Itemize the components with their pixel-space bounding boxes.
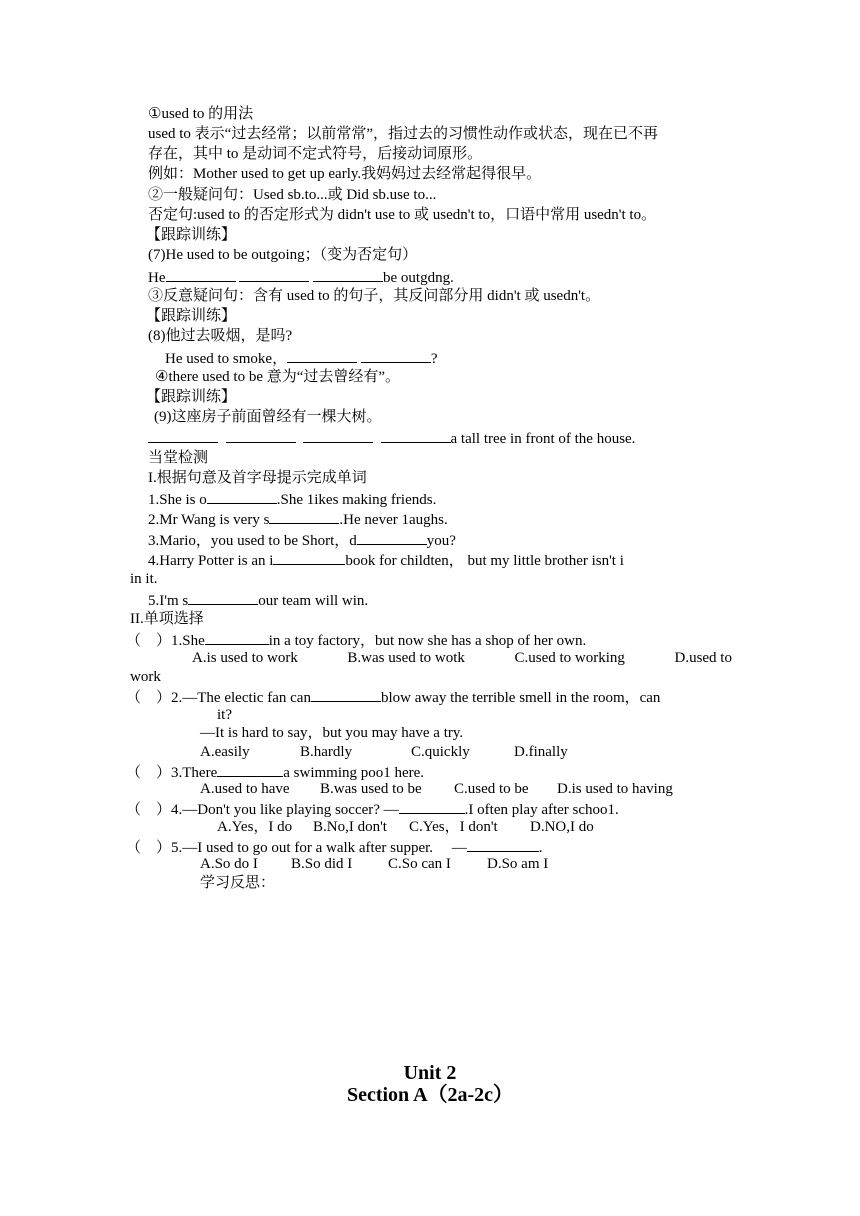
fill-item-5-start: 5.I'm s [148, 593, 189, 609]
question-9: (9)这座房子前面曾经有一棵大树。 [154, 409, 382, 425]
blank[interactable] [239, 267, 309, 282]
q9-end: a tall tree in front of the house. [450, 431, 636, 447]
answer-paren[interactable]: （ ） [126, 765, 172, 781]
mc-4-options [217, 818, 594, 837]
question-7: (7)He used to be outgoing；（变为否定句） [148, 247, 418, 263]
unit-title: Unit 2 [403, 1062, 457, 1084]
blank[interactable] [273, 550, 345, 565]
practice-label: 【跟踪训练】 [146, 308, 237, 324]
fill-item-1 [148, 489, 436, 510]
option-c[interactable]: C.used to working [514, 650, 625, 666]
mc-5-stem-end: . [538, 840, 543, 856]
fill-item-5 [148, 590, 368, 611]
part-1-instruction: I.根据句意及首字母提示完成单词 [148, 470, 367, 486]
option-c[interactable]: C.used to be [454, 781, 529, 797]
section-title-in-class-check: 当堂检测 [148, 450, 209, 466]
fill-item-2 [148, 509, 448, 530]
option-d[interactable]: D.used to [674, 650, 732, 666]
blank[interactable] [188, 590, 258, 605]
blank[interactable] [226, 428, 296, 443]
blank[interactable] [399, 799, 465, 814]
option-a[interactable]: A.Yes，I do [217, 819, 293, 835]
mc-1-stem-end: in a toy factory，but now she has a shop of her own. [268, 633, 587, 649]
question-8: (8)他过去吸烟，是吗? [148, 328, 293, 344]
blank[interactable] [166, 267, 236, 282]
fill-item-4-end: book for childten， but my little brother isn't i [345, 553, 624, 569]
mc-3-options [200, 780, 673, 799]
section-title: Section A（2a-2c） [346, 1084, 514, 1106]
fill-item-5-end: our team will win. [258, 593, 369, 609]
mc-4-stem-end: .I often play after schoo1. [464, 802, 619, 818]
q7-start: He [148, 270, 166, 286]
mc-question-4 [126, 799, 619, 820]
option-c[interactable]: C.Yes，I don't [409, 819, 498, 835]
blank[interactable] [303, 428, 373, 443]
option-b[interactable]: B.was used to wotk [347, 650, 465, 666]
blank[interactable] [287, 348, 357, 363]
blank[interactable] [361, 348, 431, 363]
example-sentence: 例如：Mother used to get up early.我妈妈过去经常起得很早。 [148, 166, 542, 182]
question-7-answer [148, 267, 454, 288]
blank[interactable] [357, 530, 427, 545]
mc-1-options-wrap: work [130, 669, 161, 685]
practice-label: 【跟踪训练】 [146, 389, 237, 405]
option-c[interactable]: C.So can I [388, 856, 451, 872]
option-b[interactable]: B.So did I [291, 856, 353, 872]
mc-2-options [200, 743, 568, 762]
q7-end: be outgdng. [383, 270, 454, 286]
explanation-line-2: 存在，其中 to 是动词不定式符号，后接动词原形。 [148, 146, 483, 162]
answer-paren[interactable]: （ ） [126, 802, 172, 818]
heading-tag-question: ③反意疑问句：含有 used to 的句子，其反问部分用 didn't 或 usedn't。 [148, 288, 601, 304]
option-a[interactable]: A.So do I [200, 856, 258, 872]
explanation-line-1: used to 表示“过去经常；以前常常”，指过去的习惯性动作或状态，现在已不再 [148, 126, 658, 142]
blank[interactable] [207, 489, 277, 504]
fill-item-1-end: .She 1ikes making friends. [276, 492, 437, 508]
fill-item-4-wrap: in it. [130, 571, 158, 587]
option-a[interactable]: A.used to have [200, 781, 290, 797]
question-8-answer [165, 348, 438, 369]
heading-general-question: ②一般疑问句：Used sb.to...或 Did sb.use to... [148, 187, 437, 203]
option-a[interactable]: A.easily [200, 744, 250, 760]
fill-item-3-start: 3.Mario，you used to be Short，d [148, 533, 357, 549]
blank[interactable] [148, 428, 218, 443]
q8-end: ? [430, 351, 438, 367]
fill-item-3 [148, 530, 456, 551]
blank[interactable] [311, 687, 381, 702]
mc-5-stem-start: 5.—I used to go out for a walk after supper. — [171, 840, 467, 856]
mc-question-1 [126, 630, 586, 651]
fill-item-4-start: 4.Harry Potter is an i [148, 553, 274, 569]
blank[interactable] [467, 837, 539, 852]
fill-item-1-start: 1.She is o [148, 492, 207, 508]
mc-2-stem-start: 2.—The electic fan can [171, 690, 311, 706]
blank[interactable] [269, 509, 339, 524]
mc-2-stem-end: blow away the terrible smell in the room，can [380, 690, 661, 706]
blank[interactable] [313, 267, 383, 282]
mc-2-stem-wrap: it? [217, 707, 232, 723]
mc-2-reply: —It is hard to say，but you may have a try. [200, 725, 464, 741]
option-d[interactable]: D.So am I [487, 856, 549, 872]
heading-there-used-to-be: ④there used to be 意为“过去曾经有”。 [155, 369, 401, 385]
reflection-label: 学习反思： [200, 875, 276, 891]
question-9-answer [148, 428, 635, 449]
negative-form-note: 否定句:used to 的否定形式为 didn't use to 或 usedn't to，口语中常用 usedn't to。 [148, 207, 657, 223]
option-d[interactable]: D.finally [514, 744, 568, 760]
option-b[interactable]: B.was used to be [320, 781, 422, 797]
option-c[interactable]: C.quickly [411, 744, 470, 760]
answer-paren[interactable]: （ ） [126, 690, 172, 706]
mc-1-stem-start: 1.She [171, 633, 205, 649]
mc-1-options [192, 649, 732, 668]
option-d[interactable]: D.NO,I do [530, 819, 594, 835]
blank[interactable] [205, 630, 269, 645]
option-b[interactable]: B.No,I don't [313, 819, 387, 835]
mc-question-2 [126, 687, 732, 708]
option-b[interactable]: B.hardly [300, 744, 353, 760]
answer-paren[interactable]: （ ） [126, 633, 172, 649]
fill-item-2-start: 2.Mr Wang is very s [148, 512, 270, 528]
fill-item-3-end: you? [426, 533, 456, 549]
fill-item-4 [148, 550, 732, 571]
mc-4-stem-start: 4.—Don't you like playing soccer? — [171, 802, 399, 818]
part-2-instruction: II.单项选择 [130, 611, 204, 627]
mc-3-stem-start: 3.There [171, 765, 218, 781]
mc-3-stem-end: a swimming poo1 here. [283, 765, 425, 781]
mc-5-options [200, 855, 548, 874]
option-a[interactable]: A.is used to work [192, 650, 298, 666]
heading-used-to-usage: ①used to 的用法 [148, 106, 254, 122]
q8-start: He used to smoke， [165, 351, 288, 367]
answer-paren[interactable]: （ ） [126, 840, 172, 856]
practice-label: 【跟踪训练】 [146, 227, 237, 243]
option-d[interactable]: D.is used to having [557, 781, 673, 797]
blank[interactable] [381, 428, 451, 443]
fill-item-2-end: .He never 1aughs. [339, 512, 448, 528]
blank[interactable] [217, 762, 283, 777]
